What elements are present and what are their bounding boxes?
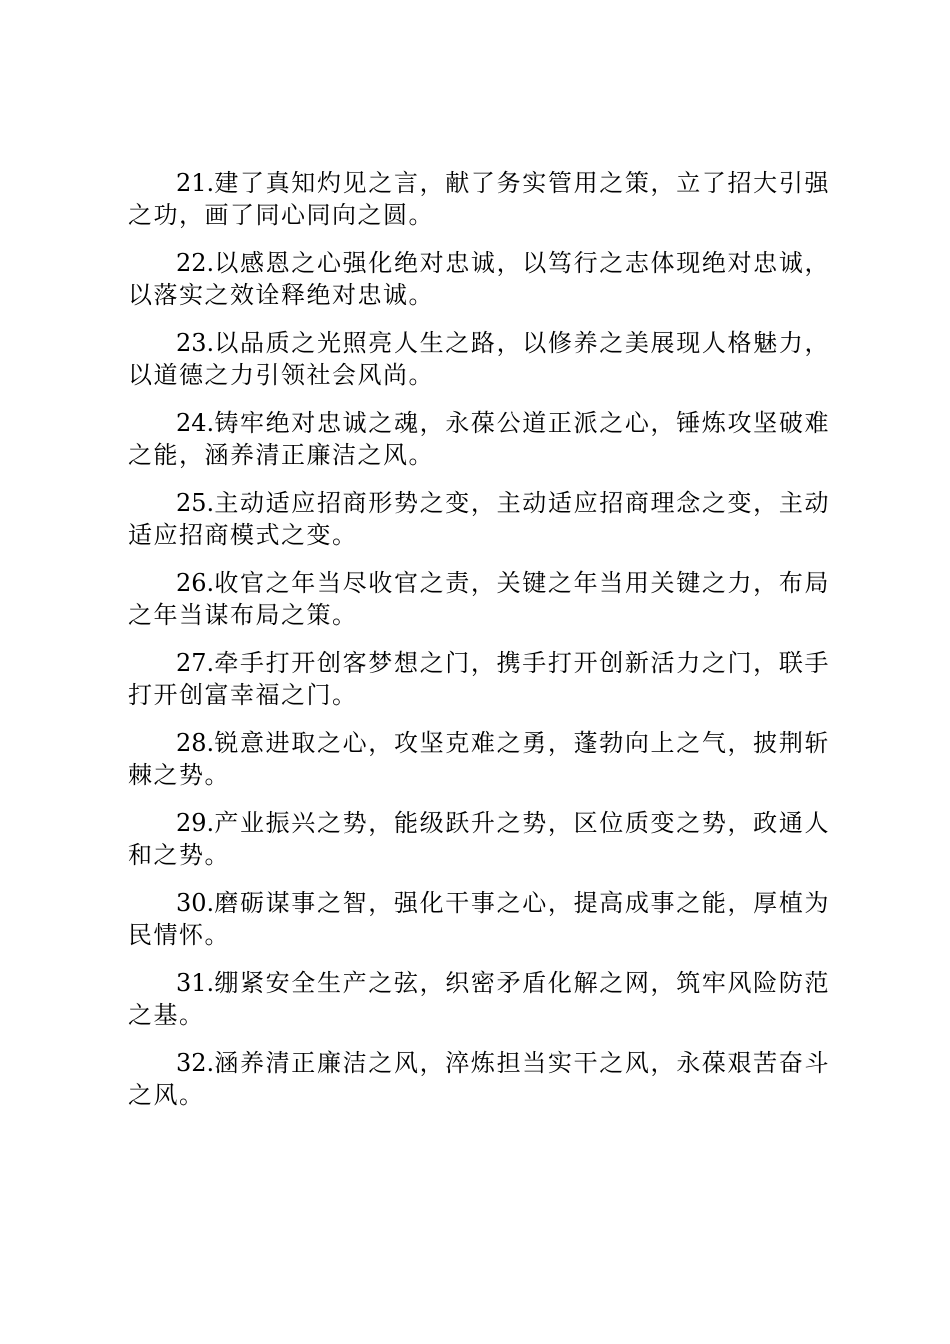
item-number: 23. [176,329,215,357]
paragraph-32 [128,1047,830,1111]
item-number: 28. [176,729,215,757]
item-text: 产业振兴之势，能级跃升之势，区位质变之势，政通人和之势。 [128,809,830,869]
paragraph-22 [128,247,830,311]
item-number: 30. [176,889,215,917]
item-text: 以感恩之心强化绝对忠诚，以笃行之志体现绝对忠诚，以落实之效诠释绝对忠诚。 [128,249,830,309]
item-number: 32. [176,1049,215,1077]
paragraph-23 [128,327,830,391]
item-text: 铸牢绝对忠诚之魂，永葆公道正派之心，锤炼攻坚破难之能，涵养清正廉洁之风。 [128,409,830,469]
paragraph-25 [128,487,830,551]
item-number: 31. [176,969,215,997]
item-number: 29. [176,809,215,837]
item-number: 24. [176,409,215,437]
paragraph-24 [128,407,830,471]
item-number: 21. [176,169,215,197]
item-text: 以品质之光照亮人生之路，以修养之美展现人格魅力，以道德之力引领社会风尚。 [128,329,830,389]
item-number: 22. [176,249,215,277]
paragraph-21 [128,167,830,231]
paragraph-31 [128,967,830,1031]
item-text: 收官之年当尽收官之责，关键之年当用关键之力，布局之年当谋布局之策。 [128,569,830,629]
item-number: 26. [176,569,215,597]
paragraph-30 [128,887,830,951]
item-number: 25. [176,489,215,517]
item-text: 主动适应招商形势之变，主动适应招商理念之变，主动适应招商模式之变。 [128,489,830,549]
paragraph-28 [128,727,830,791]
item-text: 涵养清正廉洁之风，淬炼担当实干之风，永葆艰苦奋斗之风。 [128,1049,830,1109]
item-text: 绷紧安全生产之弦，织密矛盾化解之网，筑牢风险防范之基。 [128,969,830,1029]
item-text: 建了真知灼见之言，献了务实管用之策，立了招大引强之功，画了同心同向之圆。 [128,169,830,229]
item-text: 牵手打开创客梦想之门，携手打开创新活力之门，联手打开创富幸福之门。 [128,649,830,709]
document-body [128,167,830,1127]
item-number: 27. [176,649,215,677]
paragraph-26 [128,567,830,631]
paragraph-29 [128,807,830,871]
paragraph-27 [128,647,830,711]
item-text: 锐意进取之心，攻坚克难之勇，蓬勃向上之气，披荆斩棘之势。 [128,729,830,789]
item-text: 磨砺谋事之智，强化干事之心，提高成事之能，厚植为民情怀。 [128,889,830,949]
